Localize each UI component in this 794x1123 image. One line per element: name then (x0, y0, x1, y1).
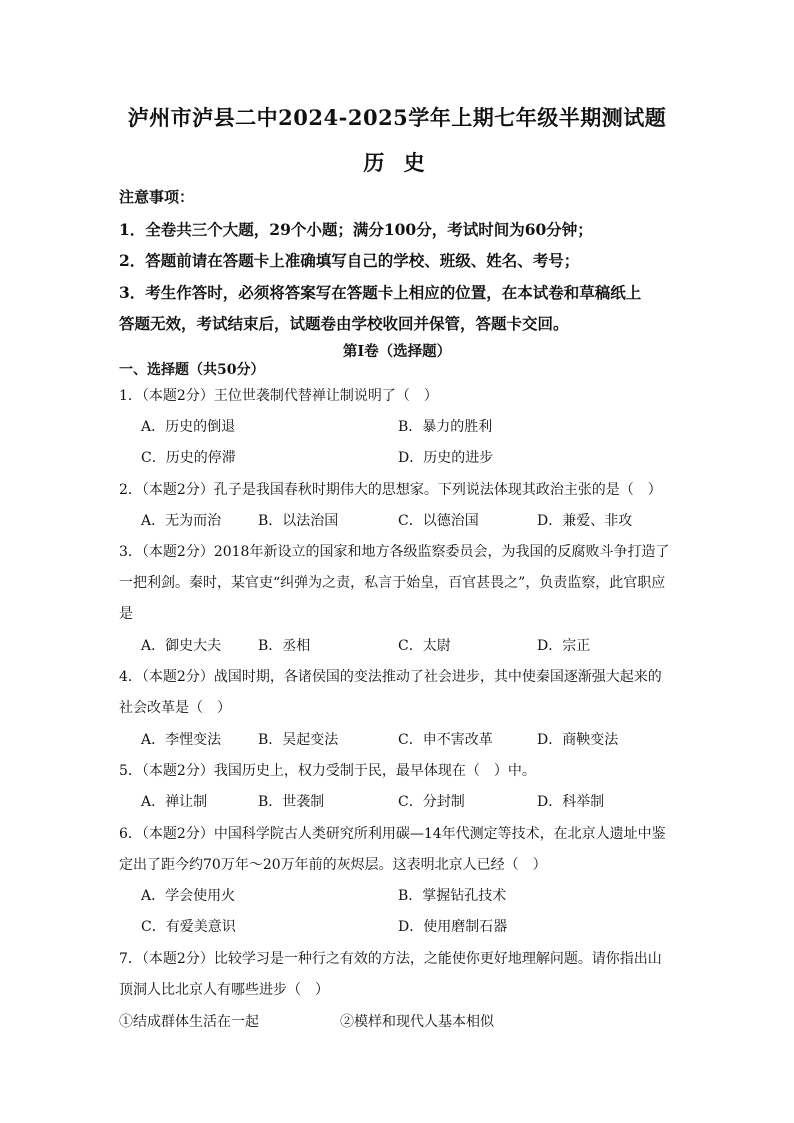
question-1-text: 1．（本题2分）王位世袭制代替禅让制说明了（ ） (119, 388, 438, 404)
question-2-text: 2．（本题2分）孔子是我国春秋时期伟大的思想家。下列说法体现其政治主张的是（ ） (119, 482, 662, 498)
q1-option-c: C．历史的停滞 (141, 450, 236, 466)
note-line-4: 答题无效，考试结束后，试题卷由学校收回并保管，答题卡交回。 (119, 314, 569, 333)
q3-option-a: A．御史大夫 (141, 638, 222, 654)
q2-option-d: D．兼爱、非攻 (537, 513, 633, 529)
notes-heading: 注意事项： (119, 188, 195, 206)
q4-option-d: D．商鞅变法 (537, 732, 619, 748)
question-4-text-2: 社会改革是（ ） (119, 700, 231, 716)
question-3-text-2: 一把利剑。秦时，某官吏“纠弹为之责，私言于始皇，百官甚畏之”，负责监察，此官职应 (119, 575, 666, 591)
q1-option-b: B．暴力的胜利 (398, 419, 493, 435)
q5-option-a: A．禅让制 (141, 794, 208, 810)
exam-title: 泸州市泸县二中2024-2025学年上期七年级半期测试题 (127, 105, 667, 130)
q2-option-b: B．以法治国 (258, 513, 339, 529)
q5-option-c: C．分封制 (398, 794, 465, 810)
question-7-text-1: 7．（本题2分）比较学习是一种行之有效的方法，之能使你更好地理解问题。请你指出山 (119, 951, 662, 967)
question-3-text-1: 3．（本题2分）2018年新设立的国家和地方各级监察委员会，为我国的反腐败斗争打造了 (119, 544, 670, 560)
q4-option-b: B．吴起变法 (258, 732, 339, 748)
section-title: 一、选择题（共50分） (119, 362, 265, 378)
q3-option-b: B．丞相 (258, 638, 311, 654)
note-line-1: 1．全卷共三个大题，29个小题；满分100分，考试时间为60分钟； (119, 220, 593, 239)
q6-option-d: D．使用磨制石器 (398, 919, 508, 935)
note-line-2: 2．答题前请在答题卡上准确填写自己的学校、班级、姓名、考号； (119, 251, 580, 270)
part1-title: 第Ⅰ卷（选择题） (342, 343, 452, 360)
question-6-text-2: 定出了距今约70万年～20万年前的灰烬层。这表明北京人已经（ ） (119, 857, 547, 873)
note-line-3: 3．考生作答时，必须将答案写在答题卡上相应的位置，在本试卷和草稿纸上 (119, 283, 642, 302)
q1-option-d: D．历史的进步 (398, 450, 494, 466)
q6-option-c: C．有爱美意识 (141, 919, 236, 935)
q5-option-d: D．科举制 (537, 794, 605, 810)
q6-option-b: B．掌握钻孔技术 (398, 888, 507, 904)
question-7-text-2: 顶洞人比北京人有哪些进步（ ） (119, 982, 329, 998)
question-5-text: 5．（本题2分）我国历史上，权力受制于民，最早体现在（ ）中。 (119, 763, 536, 779)
q7-statement-1: ①结成群体生活在一起 (119, 1014, 259, 1030)
question-4-text-1: 4．（本题2分）战国时期，各诸侯国的变法推动了社会进步，其中使秦国逐渐强大起来的 (119, 669, 662, 685)
q7-statement-2: ②模样和现代人基本相似 (340, 1014, 494, 1030)
q3-option-c: C．太尉 (398, 638, 451, 654)
q4-option-c: C．申不害改革 (398, 732, 493, 748)
q2-option-c: C．以德治国 (398, 513, 479, 529)
q1-option-a: A．历史的倒退 (141, 419, 236, 435)
q3-option-d: D．宗正 (537, 638, 591, 654)
q5-option-b: B．世袭制 (258, 794, 325, 810)
exam-subject: 历 史 (363, 150, 431, 175)
question-3-text-3: 是 (119, 606, 133, 622)
question-6-text-1: 6．（本题2分）中国科学院古人类研究所利用碳—14年代测定等技术，在北京人遗址中鉴 (119, 826, 666, 842)
q2-option-a: A．无为而治 (141, 513, 222, 529)
q4-option-a: A．李悝变法 (141, 732, 222, 748)
q6-option-a: A．学会使用火 (141, 888, 236, 904)
